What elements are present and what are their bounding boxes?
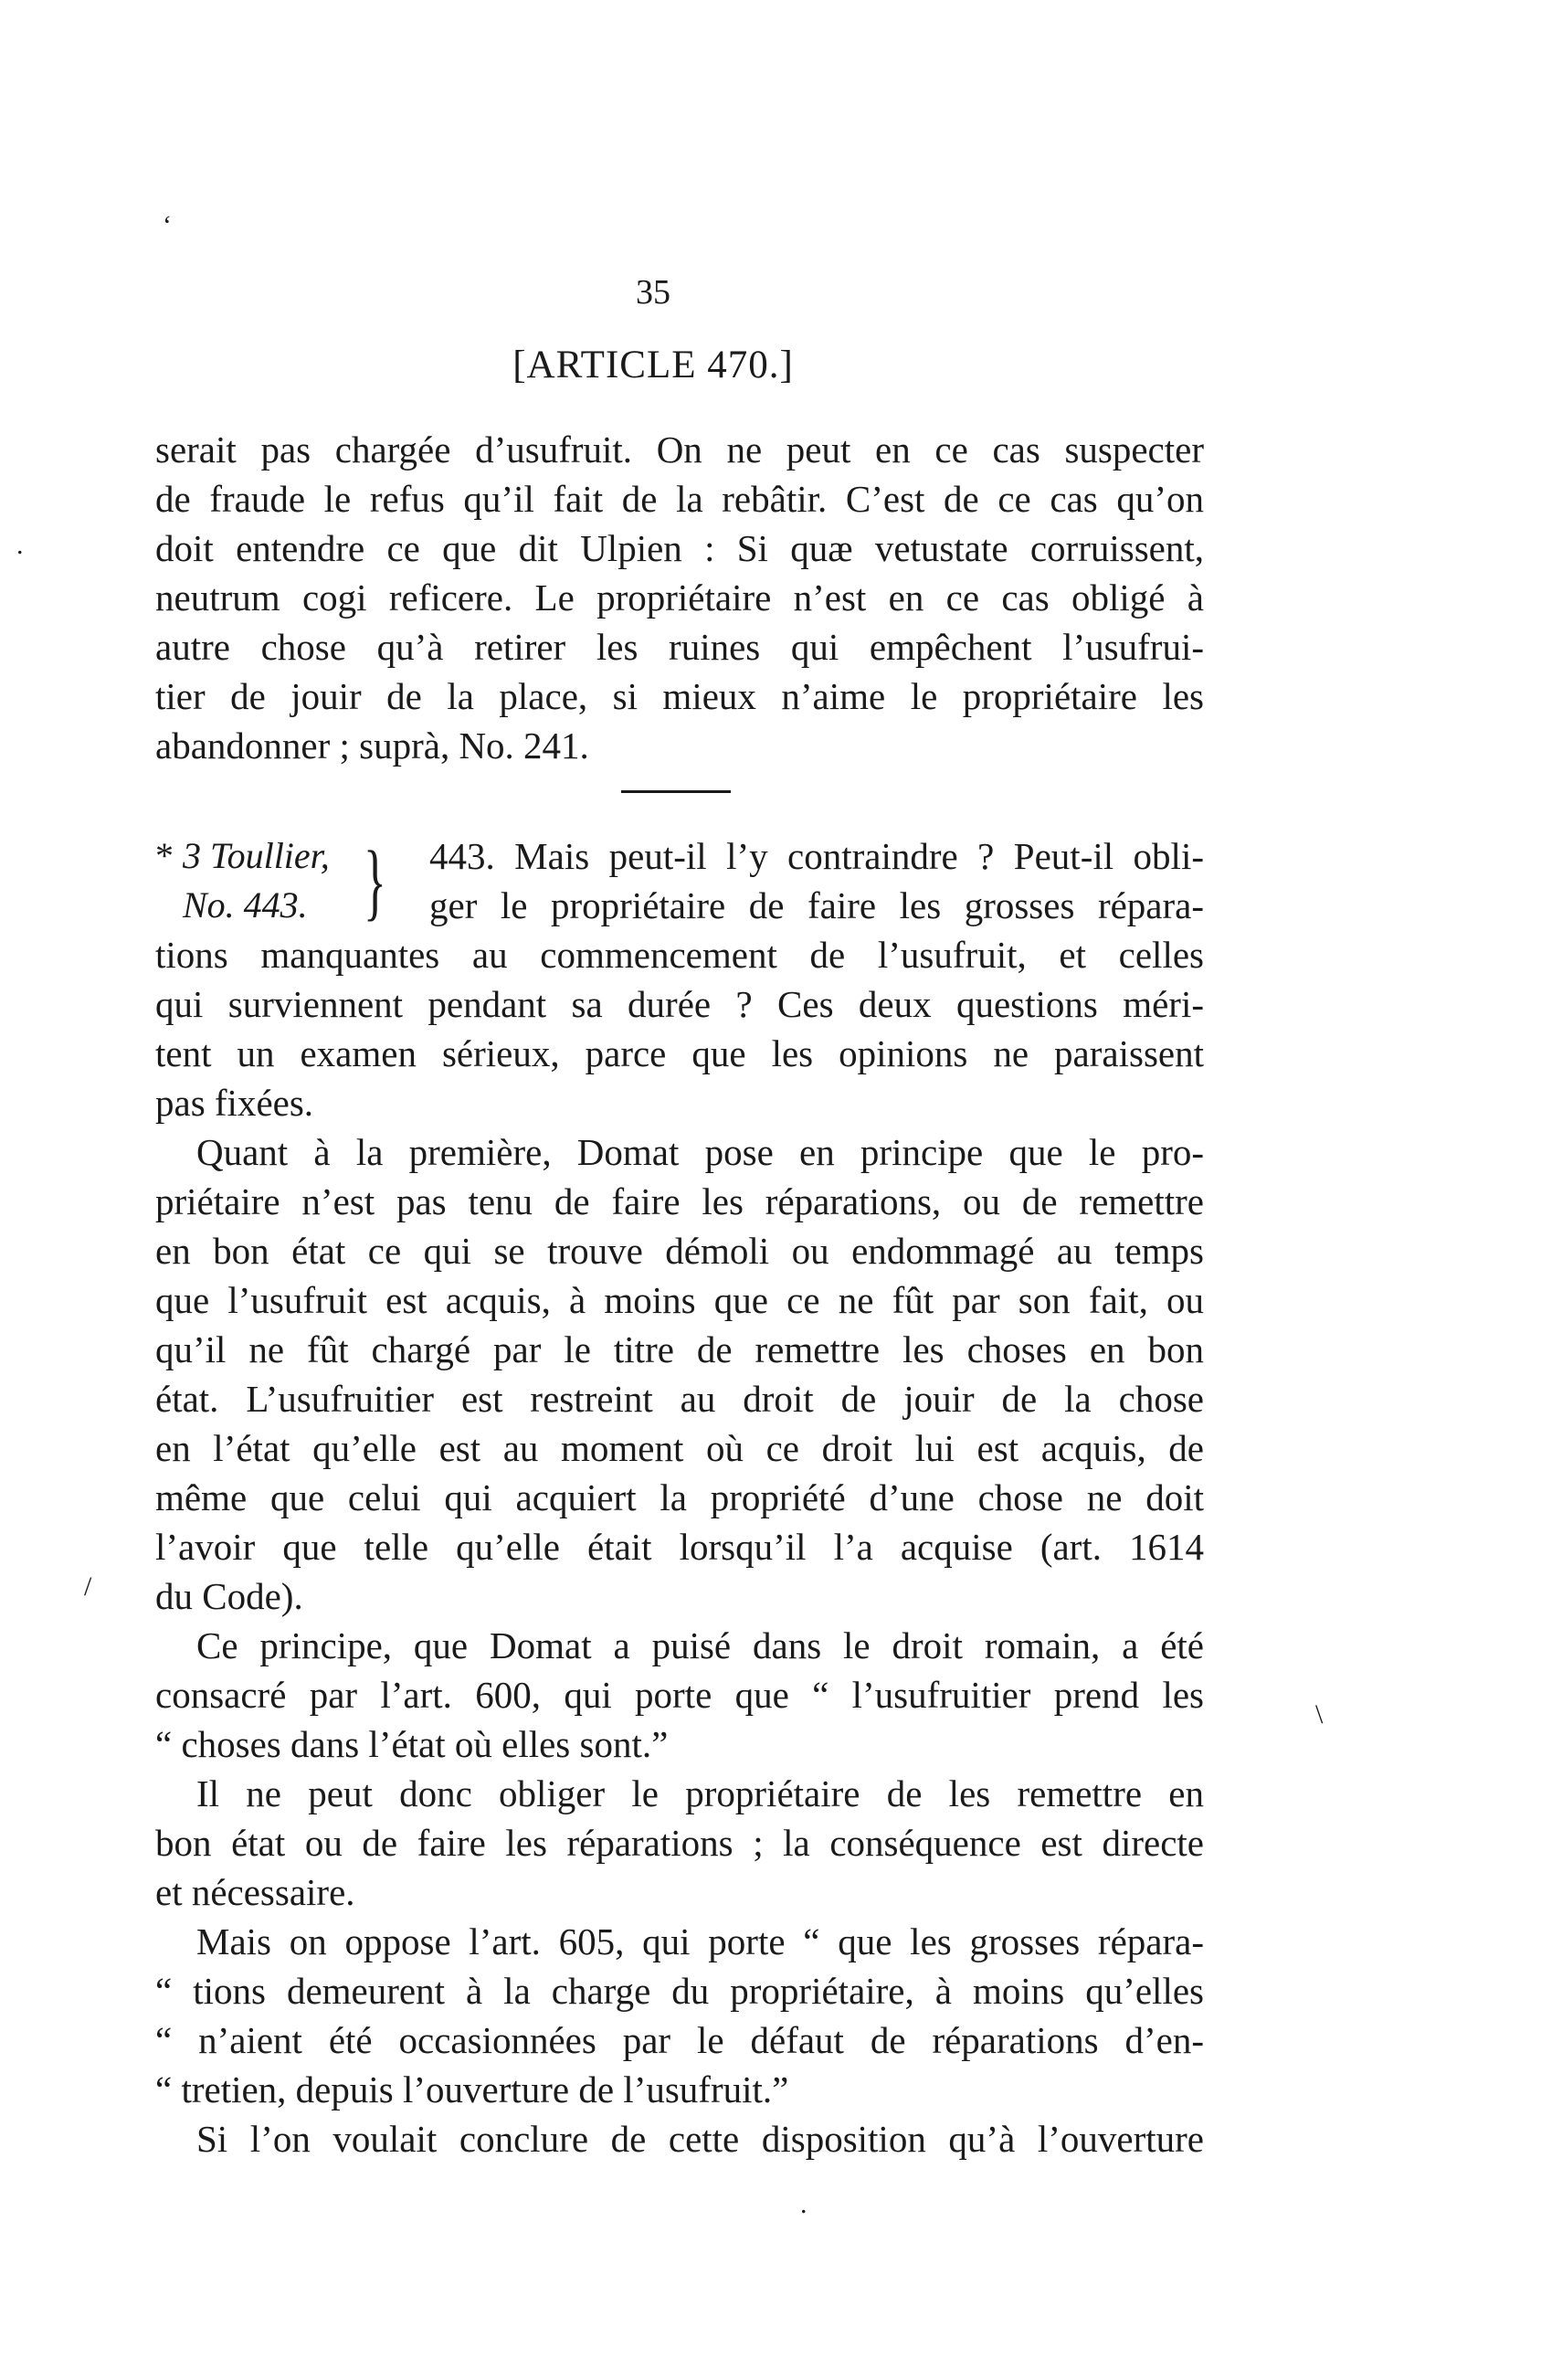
text-line: “ choses dans l’état où elles sont.” xyxy=(155,1723,669,1765)
text-line: serait pas chargée d’usufruit. On ne peut en ce cas suspecter xyxy=(155,428,1204,471)
text-line: de fraude le refus qu’il fait de la rebâtir. C’est de ce cas qu’on xyxy=(155,478,1204,520)
continuation-paragraph xyxy=(155,425,1204,770)
section-divider xyxy=(621,790,731,793)
article-heading: [ARTICLE 470.] xyxy=(512,344,794,386)
text-line: qui surviennent pendant sa durée ? Ces deux questions méri- xyxy=(155,983,1204,1025)
text-line: autre chose qu’à retirer les ruines qui empêchent l’usufrui- xyxy=(155,626,1204,668)
text-line: tent un examen sérieux, parce que les opinions ne paraissent xyxy=(155,1032,1204,1074)
text-line: bon état ou de faire les réparations ; la conséquence est directe xyxy=(155,1822,1204,1864)
text-line: Mais on oppose l’art. 605, qui porte “ que les grosses répara- xyxy=(196,1920,1204,1962)
reference-brace: } xyxy=(364,834,386,929)
speck: ‘ xyxy=(163,210,172,240)
text-line: en l’état qu’elle est au moment où ce droit lui est acquis, de xyxy=(155,1427,1204,1469)
paragraph-443-head xyxy=(429,831,1204,930)
paragraph-art-605 xyxy=(155,1917,1204,2114)
text-line: abandonner ; suprà, No. 241. xyxy=(155,725,589,767)
text-line: Il ne peut donc obliger le propriétaire de les remettre en xyxy=(196,1772,1204,1814)
text-line: Quant à la première, Domat pose en principe que le pro- xyxy=(196,1131,1204,1173)
text-line: même que celui qui acquiert la propriété d’une chose ne doit xyxy=(155,1476,1204,1518)
text-line: tions manquantes au commencement de l’usufruit, et celles xyxy=(155,934,1204,976)
text-line: qu’il ne fût chargé par le titre de remettre les choses en bon xyxy=(155,1328,1204,1370)
page-number: 35 xyxy=(636,273,670,312)
paragraph-obliger xyxy=(155,1769,1204,1917)
speck: / xyxy=(84,1571,92,1602)
text-line: Ce principe, que Domat a puisé dans le droit romain, a été xyxy=(196,1624,1204,1666)
text-line: état. L’usufruitier est restreint au droit de jouir de la chose xyxy=(155,1378,1204,1420)
text-line: en bon état ce qui se trouve démoli ou endommagé au temps xyxy=(155,1230,1204,1272)
text-line: pas fixées. xyxy=(155,1082,314,1124)
text-line: priétaire n’est pas tenu de faire les réparations, ou de remettre xyxy=(155,1180,1204,1222)
text-line: et nécessaire. xyxy=(155,1871,355,1913)
paragraph-443-body xyxy=(155,930,1204,1127)
paragraph-conclure xyxy=(155,2114,1204,2163)
paragraph-premiere xyxy=(155,1127,1204,1621)
text-line: Si l’on voulait conclure de cette disposition qu’à l’ouverture xyxy=(196,2118,1204,2160)
text-line: 443. Mais peut-il l’y contraindre ? Peut-il obli- xyxy=(429,835,1204,877)
paragraph-principe xyxy=(155,1621,1204,1769)
text-line: du Code). xyxy=(155,1575,303,1617)
text-line: “ tretien, depuis l’ouverture de l’usufruit.” xyxy=(155,2068,789,2110)
text-line: doit entendre ce que dit Ulpien : Si quæ vetustate corruissent, xyxy=(155,527,1204,569)
speck: . xyxy=(800,2189,807,2219)
speck: \ xyxy=(1315,1699,1324,1729)
text-line: “ tions demeurent à la charge du propriétaire, à moins qu’elles xyxy=(155,1970,1204,2012)
reference-number: No. 443. xyxy=(183,884,308,926)
reference-star: * xyxy=(155,835,174,876)
text-line: neutrum cogi reficere. Le propriétaire n’est en ce cas obligé à xyxy=(155,576,1204,619)
reference-author: 3 Toullier, xyxy=(183,835,330,876)
text-line: l’avoir que telle qu’elle était lorsqu’il l’a acquise (art. 1614 xyxy=(155,1526,1204,1568)
text-line: “ n’aient été occasionnées par le défaut de réparations d’en- xyxy=(155,2019,1204,2061)
text-line: consacré par l’art. 600, qui porte que “ l’usufruitier prend les xyxy=(155,1674,1204,1716)
text-line: ger le propriétaire de faire les grosses répara- xyxy=(429,884,1204,926)
marginal-reference xyxy=(155,831,330,930)
speck: . xyxy=(16,530,24,560)
text-line: tier de jouir de la place, si mieux n’aime le propriétaire les xyxy=(155,675,1204,717)
text-line: que l’usufruit est acquis, à moins que ce ne fût par son fait, ou xyxy=(155,1279,1204,1321)
